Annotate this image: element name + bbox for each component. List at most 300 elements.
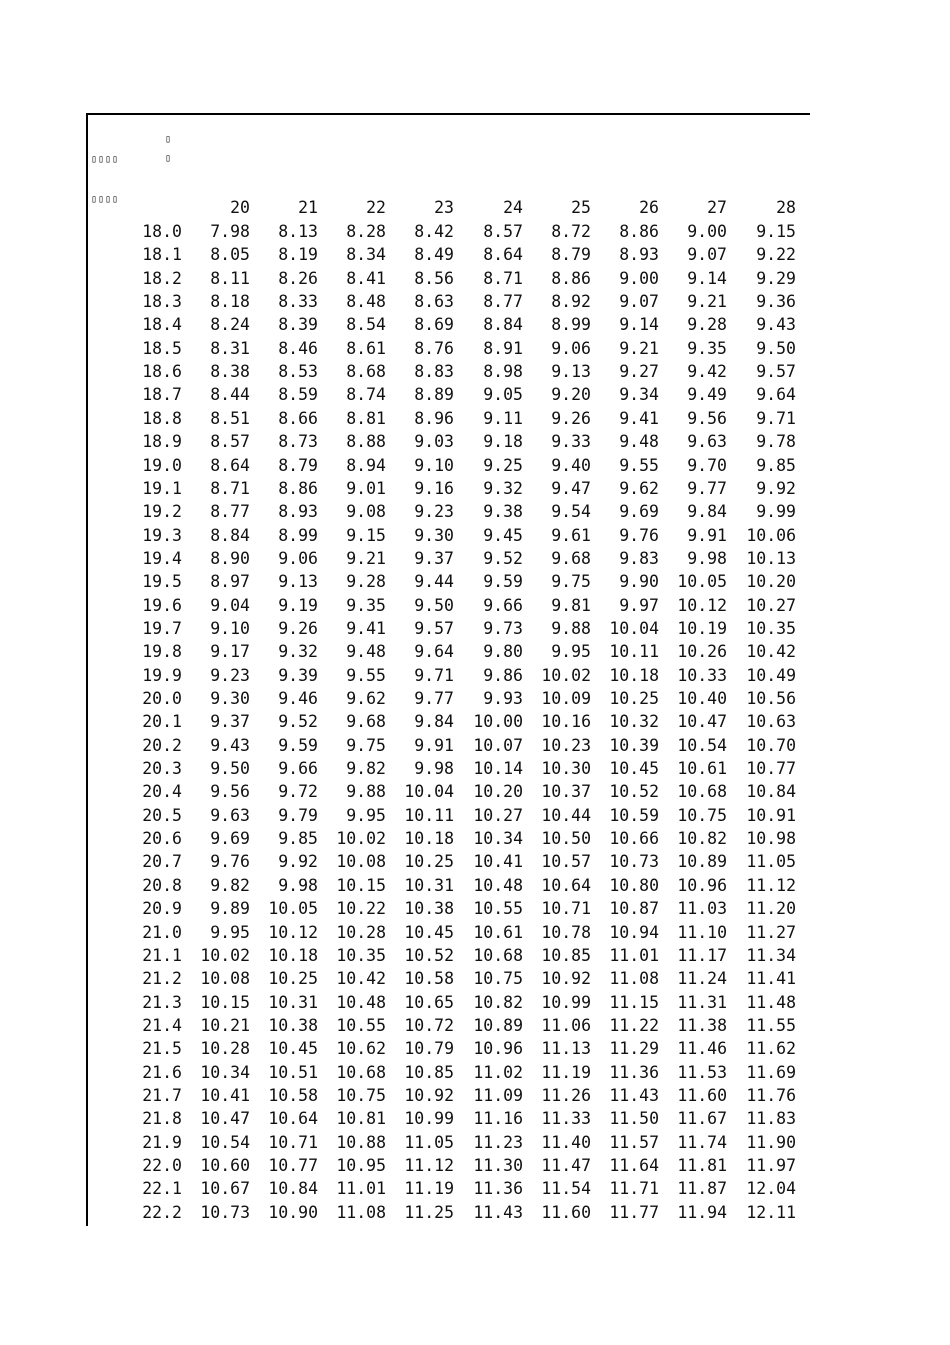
table-cell: 10.57 bbox=[541, 852, 591, 872]
table-cell: 8.88 bbox=[346, 432, 386, 452]
table-cell: 10.60 bbox=[200, 1156, 250, 1175]
table-cell: 9.92 bbox=[756, 478, 796, 498]
row-label: 19.0 bbox=[142, 455, 182, 475]
table-cell: 10.59 bbox=[609, 805, 659, 825]
table-cell: 9.43 bbox=[756, 315, 796, 335]
table-cell: 9.01 bbox=[346, 478, 386, 498]
table-cell: 8.93 bbox=[278, 502, 318, 522]
table-cell: 9.57 bbox=[414, 618, 454, 638]
table-cell: 10.07 bbox=[473, 735, 523, 755]
table-cell: 10.96 bbox=[473, 1039, 523, 1059]
table-cell: 11.12 bbox=[404, 1156, 454, 1175]
table-cell: 10.28 bbox=[336, 922, 386, 942]
table-cell: 9.81 bbox=[551, 595, 591, 615]
table-cell: 9.43 bbox=[210, 735, 250, 755]
table-cell: 10.78 bbox=[541, 922, 591, 942]
table-cell: 9.93 bbox=[483, 689, 523, 708]
table-cell: 10.99 bbox=[541, 992, 591, 1012]
table-cell: 9.45 bbox=[483, 525, 523, 545]
table-cell: 8.71 bbox=[483, 268, 523, 288]
table-cell: 9.08 bbox=[346, 502, 386, 522]
table-cell: 8.28 bbox=[346, 222, 386, 241]
table-cell: 9.55 bbox=[619, 455, 659, 475]
column-header: 28 bbox=[776, 198, 796, 217]
table-cell: 8.71 bbox=[210, 478, 250, 498]
table-cell: 10.30 bbox=[541, 759, 591, 779]
table-cell: 11.90 bbox=[746, 1132, 796, 1152]
table-cell: 11.19 bbox=[404, 1179, 454, 1199]
table-cell: 8.96 bbox=[414, 408, 454, 428]
table-cell: 11.15 bbox=[609, 992, 659, 1012]
table-cell: 9.16 bbox=[414, 478, 454, 498]
column-header: 23 bbox=[434, 198, 454, 217]
table-cell: 8.77 bbox=[483, 292, 523, 312]
table-cell: 11.27 bbox=[746, 922, 796, 942]
table-cell: 11.81 bbox=[677, 1156, 727, 1175]
table-cell: 9.32 bbox=[278, 642, 318, 662]
table-cell: 10.63 bbox=[746, 712, 796, 732]
table-cell: 11.01 bbox=[609, 945, 659, 965]
table-cell: 11.25 bbox=[404, 1202, 454, 1222]
table-cell: 11.13 bbox=[541, 1039, 591, 1059]
table-cell: 10.08 bbox=[336, 852, 386, 872]
table-cell: 8.92 bbox=[551, 292, 591, 312]
table-cell: 11.67 bbox=[677, 1109, 727, 1129]
table-cell: 8.86 bbox=[619, 222, 659, 241]
table-cell: 9.18 bbox=[483, 432, 523, 452]
table-cell: 10.37 bbox=[541, 782, 591, 802]
column-header: 20 bbox=[230, 198, 250, 217]
table-cell: 9.39 bbox=[278, 665, 318, 685]
table-cell: 9.66 bbox=[278, 759, 318, 779]
table-cell: 8.53 bbox=[278, 362, 318, 382]
row-label: 19.4 bbox=[142, 548, 182, 568]
row-label: 21.9 bbox=[142, 1132, 182, 1152]
row-label: 18.5 bbox=[142, 338, 182, 358]
table-cell: 10.82 bbox=[677, 829, 727, 849]
table-cell: 10.96 bbox=[677, 875, 727, 895]
row-label: 20.0 bbox=[142, 689, 182, 708]
table-cell: 11.16 bbox=[473, 1109, 523, 1129]
table-cell: 9.13 bbox=[551, 362, 591, 382]
table-cell: 10.39 bbox=[609, 735, 659, 755]
table-cell: 9.38 bbox=[483, 502, 523, 522]
column-header: 26 bbox=[639, 198, 659, 217]
table-cell: 11.20 bbox=[746, 899, 796, 919]
table-cell: 11.06 bbox=[541, 1015, 591, 1035]
table-cell: 10.00 bbox=[473, 712, 523, 732]
column-header: 21 bbox=[298, 198, 318, 217]
table-cell: 10.98 bbox=[746, 829, 796, 849]
table-cell: 9.80 bbox=[483, 642, 523, 662]
table-cell: 10.15 bbox=[336, 875, 386, 895]
table-cell: 11.54 bbox=[541, 1179, 591, 1199]
table-cell: 12.04 bbox=[746, 1179, 796, 1199]
table-cell: 8.86 bbox=[551, 268, 591, 288]
table-cell: 10.47 bbox=[677, 712, 727, 732]
table-cell: 11.36 bbox=[473, 1179, 523, 1199]
table-cell: 10.77 bbox=[746, 759, 796, 779]
row-label: 21.6 bbox=[142, 1062, 182, 1082]
table-cell: 8.77 bbox=[210, 502, 250, 522]
table-cell: 10.22 bbox=[336, 899, 386, 919]
table-cell: 8.84 bbox=[210, 525, 250, 545]
table-cell: 8.57 bbox=[210, 432, 250, 452]
corner-header-top-left: ▯▯▯▯ bbox=[91, 154, 120, 165]
table-cell: 9.04 bbox=[210, 595, 250, 615]
row-label: 20.6 bbox=[142, 829, 182, 849]
row-label: 18.2 bbox=[142, 268, 182, 288]
table-cell: 10.41 bbox=[473, 852, 523, 872]
table-cell: 10.50 bbox=[541, 829, 591, 849]
table-cell: 10.58 bbox=[268, 1085, 318, 1105]
row-label: 18.0 bbox=[142, 222, 182, 241]
table-cell: 9.33 bbox=[551, 432, 591, 452]
table-cell: 10.54 bbox=[677, 735, 727, 755]
table-cell: 10.25 bbox=[404, 852, 454, 872]
row-label: 18.4 bbox=[142, 315, 182, 335]
table-cell: 9.71 bbox=[756, 408, 796, 428]
table-cell: 11.19 bbox=[541, 1062, 591, 1082]
table-cell: 9.84 bbox=[414, 712, 454, 732]
table-cell: 8.54 bbox=[346, 315, 386, 335]
table-cell: 9.37 bbox=[414, 548, 454, 568]
table-cell: 10.67 bbox=[200, 1179, 250, 1199]
table-cell: 11.17 bbox=[677, 945, 727, 965]
table-cell: 9.57 bbox=[756, 362, 796, 382]
table-cell: 9.84 bbox=[687, 502, 727, 522]
table-cell: 9.14 bbox=[619, 315, 659, 335]
row-label: 19.2 bbox=[142, 502, 182, 522]
table-cell: 10.04 bbox=[609, 618, 659, 638]
table-cell: 10.34 bbox=[473, 829, 523, 849]
table-cell: 9.88 bbox=[551, 618, 591, 638]
table-cell: 8.31 bbox=[210, 338, 250, 358]
table-cell: 10.45 bbox=[404, 922, 454, 942]
table-cell: 9.75 bbox=[551, 572, 591, 592]
table-cell: 10.35 bbox=[746, 618, 796, 638]
table-cell: 9.62 bbox=[346, 689, 386, 708]
table-cell: 11.34 bbox=[746, 945, 796, 965]
row-label: 19.8 bbox=[142, 642, 182, 662]
row-label: 20.2 bbox=[142, 735, 182, 755]
table-cell: 9.54 bbox=[551, 502, 591, 522]
table-cell: 11.69 bbox=[746, 1062, 796, 1082]
table-cell: 10.18 bbox=[609, 665, 659, 685]
row-label: 20.7 bbox=[142, 852, 182, 872]
table-cell: 8.98 bbox=[483, 362, 523, 382]
corner-header-bottom-mid: ▯ bbox=[165, 153, 173, 164]
table-cell: 11.05 bbox=[404, 1132, 454, 1152]
table-cell: 10.55 bbox=[336, 1015, 386, 1035]
corner-header-bottom-left: ▯▯▯▯ bbox=[91, 194, 120, 205]
table-cell: 8.39 bbox=[278, 315, 318, 335]
table-cell: 11.41 bbox=[746, 969, 796, 989]
table-cell: 9.68 bbox=[551, 548, 591, 568]
table-cell: 10.75 bbox=[473, 969, 523, 989]
table-cell: 9.28 bbox=[687, 315, 727, 335]
table-cell: 9.98 bbox=[687, 548, 727, 568]
table-cell: 10.66 bbox=[609, 829, 659, 849]
table-cell: 10.85 bbox=[541, 945, 591, 965]
table-cell: 11.40 bbox=[541, 1132, 591, 1152]
table-cell: 10.84 bbox=[268, 1179, 318, 1199]
table-cell: 10.81 bbox=[336, 1109, 386, 1129]
table-cell: 9.76 bbox=[619, 525, 659, 545]
table-cell: 10.56 bbox=[746, 689, 796, 708]
table-cell: 9.15 bbox=[346, 525, 386, 545]
row-label: 21.0 bbox=[142, 922, 182, 942]
row-label: 22.0 bbox=[142, 1156, 182, 1175]
table-cell: 10.18 bbox=[268, 945, 318, 965]
table-cell: 9.88 bbox=[346, 782, 386, 802]
table-cell: 10.45 bbox=[609, 759, 659, 779]
table-cell: 8.99 bbox=[551, 315, 591, 335]
table-cell: 9.70 bbox=[687, 455, 727, 475]
table-cell: 10.31 bbox=[404, 875, 454, 895]
table-cell: 8.48 bbox=[346, 292, 386, 312]
row-label: 20.9 bbox=[142, 899, 182, 919]
row-label: 20.5 bbox=[142, 805, 182, 825]
table-cell: 10.64 bbox=[541, 875, 591, 895]
table-cell: 8.44 bbox=[210, 385, 250, 405]
table-cell: 9.52 bbox=[483, 548, 523, 568]
table-cell: 10.45 bbox=[268, 1039, 318, 1059]
row-label: 22.2 bbox=[142, 1202, 182, 1222]
table-cell: 11.87 bbox=[677, 1179, 727, 1199]
table-cell: 8.91 bbox=[483, 338, 523, 358]
table-cell: 8.76 bbox=[414, 338, 454, 358]
table-cell: 10.61 bbox=[677, 759, 727, 779]
table-cell: 8.11 bbox=[210, 268, 250, 288]
table-cell: 11.43 bbox=[609, 1085, 659, 1105]
table-cell: 10.05 bbox=[677, 572, 727, 592]
table-cell: 9.97 bbox=[619, 595, 659, 615]
row-label: 22.1 bbox=[142, 1179, 182, 1199]
table-cell: 10.92 bbox=[541, 969, 591, 989]
table-cell: 11.38 bbox=[677, 1015, 727, 1035]
table-cell: 9.23 bbox=[414, 502, 454, 522]
row-label: 19.6 bbox=[142, 595, 182, 615]
table-cell: 8.83 bbox=[414, 362, 454, 382]
table-cell: 10.71 bbox=[268, 1132, 318, 1152]
table-cell: 10.72 bbox=[404, 1015, 454, 1035]
table-cell: 10.02 bbox=[541, 665, 591, 685]
row-label: 20.4 bbox=[142, 782, 182, 802]
table-cell: 10.33 bbox=[677, 665, 727, 685]
table-cell: 10.38 bbox=[268, 1015, 318, 1035]
table-cell: 9.95 bbox=[346, 805, 386, 825]
table-cell: 10.95 bbox=[336, 1156, 386, 1175]
table-cell: 8.13 bbox=[278, 222, 318, 241]
table-cell: 11.08 bbox=[336, 1202, 386, 1222]
row-label: 18.7 bbox=[142, 385, 182, 405]
table-cell: 9.77 bbox=[414, 689, 454, 708]
table-cell: 10.68 bbox=[473, 945, 523, 965]
table-cell: 9.34 bbox=[619, 385, 659, 405]
table-cell: 10.89 bbox=[677, 852, 727, 872]
table-cell: 10.23 bbox=[541, 735, 591, 755]
table-cell: 9.35 bbox=[687, 338, 727, 358]
table-cell: 9.30 bbox=[210, 689, 250, 708]
row-label: 18.1 bbox=[142, 245, 182, 265]
table-cell: 10.91 bbox=[746, 805, 796, 825]
table-cell: 8.19 bbox=[278, 245, 318, 265]
table-cell: 11.08 bbox=[609, 969, 659, 989]
table-cell: 9.41 bbox=[619, 408, 659, 428]
table-cell: 10.92 bbox=[404, 1085, 454, 1105]
table-cell: 11.71 bbox=[609, 1179, 659, 1199]
left-border-line bbox=[86, 113, 88, 1226]
table-cell: 11.22 bbox=[609, 1015, 659, 1035]
column-header: 25 bbox=[571, 198, 591, 217]
table-cell: 10.62 bbox=[336, 1039, 386, 1059]
table-cell: 9.62 bbox=[619, 478, 659, 498]
table-cell: 9.91 bbox=[414, 735, 454, 755]
table-cell: 9.61 bbox=[551, 525, 591, 545]
table-cell: 10.94 bbox=[609, 922, 659, 942]
table-cell: 9.10 bbox=[414, 455, 454, 475]
table-cell: 8.42 bbox=[414, 222, 454, 241]
table-cell: 10.47 bbox=[200, 1109, 250, 1129]
table-cell: 8.24 bbox=[210, 315, 250, 335]
table-cell: 10.55 bbox=[473, 899, 523, 919]
table-cell: 9.71 bbox=[414, 665, 454, 685]
table-cell: 8.99 bbox=[278, 525, 318, 545]
table-cell: 9.50 bbox=[414, 595, 454, 615]
table-cell: 10.65 bbox=[404, 992, 454, 1012]
top-border-line bbox=[86, 113, 810, 115]
table-cell: 9.95 bbox=[551, 642, 591, 662]
table-cell: 10.71 bbox=[541, 899, 591, 919]
table-cell: 9.26 bbox=[278, 618, 318, 638]
table-cell: 10.73 bbox=[609, 852, 659, 872]
table-cell: 8.41 bbox=[346, 268, 386, 288]
row-label: 21.1 bbox=[142, 945, 182, 965]
table-cell: 8.56 bbox=[414, 268, 454, 288]
table-cell: 10.09 bbox=[541, 689, 591, 708]
table-cell: 9.76 bbox=[210, 852, 250, 872]
table-cell: 10.77 bbox=[268, 1156, 318, 1175]
table-cell: 10.15 bbox=[200, 992, 250, 1012]
table-cell: 11.53 bbox=[677, 1062, 727, 1082]
table-cell: 11.24 bbox=[677, 969, 727, 989]
table-cell: 9.07 bbox=[619, 292, 659, 312]
table-cell: 8.64 bbox=[210, 455, 250, 475]
table-cell: 8.34 bbox=[346, 245, 386, 265]
table-cell: 10.26 bbox=[677, 642, 727, 662]
table-cell: 9.55 bbox=[346, 665, 386, 685]
row-label: 19.1 bbox=[142, 478, 182, 498]
table-cell: 9.85 bbox=[756, 455, 796, 475]
table-cell: 9.29 bbox=[756, 268, 796, 288]
table-cell: 10.44 bbox=[541, 805, 591, 825]
table-cell: 9.78 bbox=[756, 432, 796, 452]
row-label: 20.8 bbox=[142, 875, 182, 895]
table-cell: 10.80 bbox=[609, 875, 659, 895]
table-cell: 11.43 bbox=[473, 1202, 523, 1222]
table-cell: 9.50 bbox=[756, 338, 796, 358]
table-cell: 9.49 bbox=[687, 385, 727, 405]
table-cell: 8.68 bbox=[346, 362, 386, 382]
table-cell: 11.36 bbox=[609, 1062, 659, 1082]
row-label: 21.3 bbox=[142, 992, 182, 1012]
table-cell: 10.68 bbox=[677, 782, 727, 802]
table-cell: 8.79 bbox=[278, 455, 318, 475]
table-cell: 10.48 bbox=[473, 875, 523, 895]
row-label: 20.1 bbox=[142, 712, 182, 732]
table-cell: 9.77 bbox=[687, 478, 727, 498]
table-cell: 9.63 bbox=[210, 805, 250, 825]
table-cell: 10.35 bbox=[336, 945, 386, 965]
table-cell: 8.63 bbox=[414, 292, 454, 312]
table-cell: 9.59 bbox=[278, 735, 318, 755]
table-cell: 9.52 bbox=[278, 712, 318, 732]
table-cell: 9.48 bbox=[619, 432, 659, 452]
table-cell: 10.05 bbox=[268, 899, 318, 919]
table-cell: 10.82 bbox=[473, 992, 523, 1012]
table-cell: 9.13 bbox=[278, 572, 318, 592]
table-cell: 8.89 bbox=[414, 385, 454, 405]
table-cell: 10.79 bbox=[404, 1039, 454, 1059]
table-cell: 9.14 bbox=[687, 268, 727, 288]
table-cell: 9.50 bbox=[210, 759, 250, 779]
table-cell: 9.64 bbox=[414, 642, 454, 662]
table-cell: 10.87 bbox=[609, 899, 659, 919]
table-cell: 9.95 bbox=[210, 922, 250, 942]
table-cell: 9.27 bbox=[619, 362, 659, 382]
table-cell: 10.61 bbox=[473, 922, 523, 942]
column-header: 27 bbox=[707, 198, 727, 217]
row-label: 18.6 bbox=[142, 362, 182, 382]
table-cell: 9.82 bbox=[346, 759, 386, 779]
table-cell: 11.57 bbox=[609, 1132, 659, 1152]
table-cell: 9.32 bbox=[483, 478, 523, 498]
row-label: 19.7 bbox=[142, 618, 182, 638]
table-cell: 9.17 bbox=[210, 642, 250, 662]
table-cell: 9.69 bbox=[619, 502, 659, 522]
table-cell: 9.26 bbox=[551, 408, 591, 428]
table-cell: 10.42 bbox=[336, 969, 386, 989]
table-cell: 9.37 bbox=[210, 712, 250, 732]
table-cell: 10.41 bbox=[200, 1085, 250, 1105]
table-cell: 9.59 bbox=[483, 572, 523, 592]
table-cell: 9.15 bbox=[756, 222, 796, 241]
table-cell: 10.75 bbox=[677, 805, 727, 825]
table-cell: 10.19 bbox=[677, 618, 727, 638]
row-label: 20.3 bbox=[142, 759, 182, 779]
row-label: 19.5 bbox=[142, 572, 182, 592]
table-cell: 11.05 bbox=[746, 852, 796, 872]
table-cell: 9.20 bbox=[551, 385, 591, 405]
table-cell: 9.82 bbox=[210, 875, 250, 895]
table-cell: 9.90 bbox=[619, 572, 659, 592]
table-cell: 10.13 bbox=[746, 548, 796, 568]
table-cell: 10.08 bbox=[200, 969, 250, 989]
table-cell: 9.21 bbox=[619, 338, 659, 358]
table-cell: 11.31 bbox=[677, 992, 727, 1012]
table-cell: 8.51 bbox=[210, 408, 250, 428]
table-cell: 9.98 bbox=[414, 759, 454, 779]
table-cell: 9.00 bbox=[619, 268, 659, 288]
table-cell: 11.47 bbox=[541, 1156, 591, 1175]
row-label: 21.7 bbox=[142, 1085, 182, 1105]
table-cell: 10.02 bbox=[200, 945, 250, 965]
table-cell: 11.48 bbox=[746, 992, 796, 1012]
table-cell: 9.23 bbox=[210, 665, 250, 685]
table-cell: 10.42 bbox=[746, 642, 796, 662]
table-cell: 11.50 bbox=[609, 1109, 659, 1129]
